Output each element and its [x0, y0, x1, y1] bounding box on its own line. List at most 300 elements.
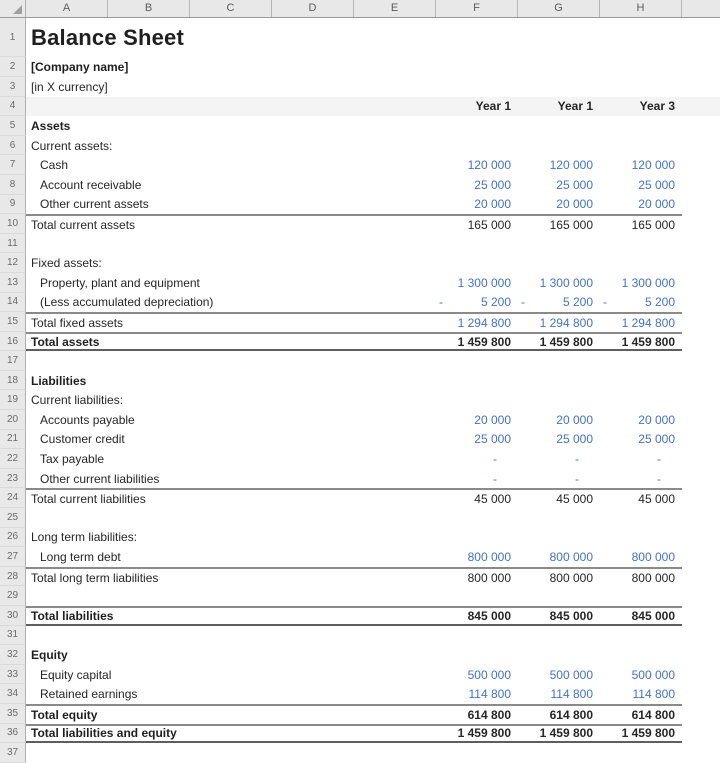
cell-value-g15[interactable]: 1 294 800	[539, 315, 593, 330]
row-overflow-18	[682, 371, 720, 391]
row-overflow-27	[682, 547, 720, 567]
cell-value-h35[interactable]: 614 800	[631, 707, 675, 722]
cell-label-a8[interactable]: Account receivable	[40, 177, 142, 192]
cell-number: 5 200	[480, 295, 511, 310]
select-all-corner[interactable]	[0, 0, 26, 17]
cell-label-a22[interactable]: Tax payable	[40, 452, 105, 467]
row-header-21[interactable]: 21	[0, 430, 26, 450]
cell-value-f27[interactable]: 800 000	[467, 550, 511, 565]
row-overflow-20	[682, 410, 720, 430]
cell-label-a28[interactable]: Total long term liabilities	[31, 570, 159, 585]
cell-label-a9[interactable]: Other current assets	[40, 197, 149, 212]
sheet-row-17	[0, 351, 720, 371]
cell-label-a3[interactable]: [in X currency]	[31, 79, 108, 94]
row-body-20	[26, 410, 682, 430]
sheet-row-1	[0, 18, 720, 57]
sheet-row-19	[0, 390, 720, 410]
sheet-row-15	[0, 312, 720, 332]
row-overflow-23	[682, 469, 720, 489]
cell-label-a36[interactable]: Total liabilities and equity	[31, 726, 177, 741]
row-body-1	[26, 18, 682, 57]
row-body-9	[26, 195, 682, 215]
cell-value-f18[interactable]	[436, 371, 518, 391]
cell-value-h18[interactable]	[600, 371, 682, 391]
sheet-row-25	[0, 508, 720, 528]
sheet-row-24	[0, 488, 720, 508]
cell-value-g30[interactable]: 845 000	[549, 608, 593, 623]
cell-label-a6[interactable]: Current assets:	[31, 138, 113, 153]
row-body-22	[26, 449, 682, 469]
row-body-17	[26, 351, 682, 371]
cell-value-h6[interactable]	[600, 136, 682, 156]
cell-label-a7[interactable]: Cash	[40, 158, 69, 173]
cell-label-a34[interactable]: Retained earnings	[40, 687, 138, 702]
row-body-23	[26, 469, 682, 489]
cell-value-g4[interactable]: Year 1	[557, 99, 593, 114]
sheet-row-4	[0, 97, 720, 117]
row-body-15	[26, 312, 682, 332]
cell-value-g33[interactable]: 500 000	[549, 667, 593, 682]
row-body-25	[26, 508, 682, 528]
cell-value-f4[interactable]: Year 1	[475, 99, 511, 114]
row-overflow-11	[682, 234, 720, 254]
row-header-32[interactable]: 32	[0, 645, 26, 665]
cell-value-h32[interactable]	[600, 645, 682, 665]
sheet-row-29	[0, 586, 720, 606]
cell-value-g3[interactable]	[518, 77, 600, 97]
cell-value-h10[interactable]: 165 000	[631, 217, 675, 232]
cell-label-a15[interactable]: Total fixed assets	[31, 315, 124, 330]
cell-value-f15[interactable]: 1 294 800	[457, 315, 511, 330]
cell-value-h12[interactable]	[600, 253, 682, 273]
cell-value-f9[interactable]: 20 000	[474, 197, 511, 212]
cell-value-h8[interactable]: 25 000	[638, 177, 675, 192]
cell-value-f23[interactable]: -	[493, 471, 497, 486]
select-all-triangle-icon	[13, 5, 22, 14]
cell-label-a12[interactable]: Fixed assets:	[31, 256, 102, 271]
row-header-9[interactable]: 9	[0, 195, 26, 215]
sheet-row-27	[0, 547, 720, 567]
row-header-24[interactable]: 24	[0, 488, 26, 508]
sheet-row-16	[0, 332, 720, 352]
cell-label-a32[interactable]: Equity	[31, 648, 68, 662]
row-body-31	[26, 626, 682, 646]
cell-number: 5 200	[562, 295, 593, 310]
row-overflow-30	[682, 606, 720, 626]
cell-value-g5[interactable]	[518, 116, 600, 136]
cell-value-g21[interactable]: 25 000	[556, 432, 593, 447]
row-overflow-29	[682, 586, 720, 606]
row-body-33	[26, 665, 682, 685]
column-header-b[interactable]: B	[108, 0, 190, 17]
row-header-18[interactable]: 18	[0, 371, 26, 391]
row-header-15[interactable]: 15	[0, 312, 26, 332]
row-body-6	[26, 136, 682, 156]
cell-label-a24[interactable]: Total current liabilities	[31, 492, 146, 507]
row-header-13[interactable]: 13	[0, 273, 26, 293]
cell-value-f2[interactable]	[436, 57, 518, 77]
cell-value-g34[interactable]: 114 800	[550, 687, 593, 702]
row-body-35	[26, 704, 682, 724]
row-header-31[interactable]: 31	[0, 626, 26, 646]
row-header-27[interactable]: 27	[0, 547, 26, 567]
row-header-22[interactable]: 22	[0, 449, 26, 469]
row-header-8[interactable]: 8	[0, 175, 26, 195]
row-header-2[interactable]: 2	[0, 57, 26, 77]
row-overflow-5	[682, 116, 720, 136]
row-body-14	[26, 293, 682, 313]
column-header-g[interactable]: G	[518, 0, 600, 17]
cell-label-a37[interactable]	[26, 743, 436, 763]
row-overflow-24	[682, 488, 720, 508]
cell-value-h21[interactable]: 25 000	[638, 432, 675, 447]
cell-value-f6[interactable]	[436, 136, 518, 156]
cell-value-f34[interactable]: 114 800	[468, 687, 511, 702]
cell-label-a19[interactable]: Current liabilities:	[31, 393, 124, 408]
sheet-row-31	[0, 626, 720, 646]
cell-value-g36[interactable]: 1 459 800	[539, 726, 593, 741]
column-header-c[interactable]: C	[190, 0, 272, 17]
row-overflow-35	[682, 704, 720, 724]
cell-value-f3[interactable]	[436, 77, 518, 97]
row-header-26[interactable]: 26	[0, 528, 26, 548]
cell-value-f37[interactable]	[436, 743, 518, 763]
row-overflow-12	[682, 253, 720, 273]
cell-value-g25[interactable]	[518, 508, 600, 528]
row-overflow-19	[682, 390, 720, 410]
cell-label-a16[interactable]: Total assets	[31, 334, 100, 349]
row-header-35[interactable]: 35	[0, 704, 26, 724]
row-body-4	[26, 97, 682, 117]
cell-value-h5[interactable]	[600, 116, 682, 136]
row-overflow-26	[682, 528, 720, 548]
row-body-34	[26, 684, 682, 704]
cell-value-g18[interactable]	[518, 371, 600, 391]
cell-value-f7[interactable]: 120 000	[467, 158, 511, 173]
cell-value-f24[interactable]: 45 000	[474, 492, 511, 507]
cell-value-h22[interactable]: -	[657, 452, 661, 467]
row-header-20[interactable]: 20	[0, 410, 26, 430]
sheet-row-14	[0, 293, 720, 313]
cell-value-g27[interactable]: 800 000	[549, 550, 593, 565]
cell-label-a26[interactable]: Long term liabilities:	[31, 530, 138, 545]
cell-value-h13[interactable]: 1 300 000	[621, 275, 675, 290]
row-body-3	[26, 77, 682, 97]
cell-value-g14[interactable]	[518, 293, 600, 313]
sheet-rows	[0, 18, 720, 763]
sheet-row-36	[0, 724, 720, 744]
cell-value-h3[interactable]	[600, 77, 682, 97]
row-overflow-14	[682, 293, 720, 313]
row-header-25[interactable]: 25	[0, 508, 26, 528]
column-header-f[interactable]: F	[436, 0, 518, 17]
row-overflow-16	[682, 332, 720, 352]
cell-value-h14[interactable]	[600, 293, 682, 313]
sheet-row-9	[0, 195, 720, 215]
row-overflow-17	[682, 351, 720, 371]
cell-label-a29[interactable]	[26, 586, 436, 606]
row-header-1[interactable]: 1	[0, 18, 26, 57]
cell-value-g12[interactable]	[518, 253, 600, 273]
cell-value-f35[interactable]: 614 800	[467, 707, 511, 722]
row-overflow-37	[682, 743, 720, 763]
cell-value-f16[interactable]: 1 459 800	[457, 334, 511, 349]
cell-value-h7[interactable]: 120 000	[631, 158, 675, 173]
sheet-row-22	[0, 449, 720, 469]
cell-value-f12[interactable]	[436, 253, 518, 273]
row-body-19	[26, 390, 682, 410]
sheet-row-3	[0, 77, 720, 97]
row-body-12	[26, 253, 682, 273]
row-header-34[interactable]: 34	[0, 684, 26, 704]
cell-value-h24[interactable]: 45 000	[638, 492, 675, 507]
row-header-17[interactable]: 17	[0, 351, 26, 371]
cell-label-a2[interactable]: [Company name]	[31, 60, 129, 75]
cell-value-h36[interactable]: 1 459 800	[621, 726, 675, 741]
cell-value-f14[interactable]	[436, 293, 518, 313]
row-overflow-9	[682, 195, 720, 215]
cell-value-f33[interactable]: 500 000	[467, 667, 511, 682]
sheet-row-10	[0, 214, 720, 234]
cell-value-g26[interactable]	[518, 528, 600, 548]
cell-value-h1[interactable]	[600, 18, 682, 57]
cell-value-h17[interactable]	[600, 351, 682, 371]
row-header-36[interactable]: 36	[0, 724, 26, 744]
row-overflow-4	[682, 97, 720, 117]
negative-sign: -	[603, 295, 607, 310]
cell-value-f11[interactable]	[436, 234, 518, 254]
row-overflow-3	[682, 77, 720, 97]
cell-value-f13[interactable]: 1 300 000	[457, 275, 511, 290]
row-header-33[interactable]: 33	[0, 665, 26, 685]
cell-label-a13[interactable]: Property, plant and equipment	[40, 275, 200, 290]
cell-value-g22[interactable]: -	[575, 452, 579, 467]
cell-label-a33[interactable]: Equity capital	[40, 667, 112, 682]
cell-number: 5 200	[644, 295, 675, 310]
cell-value-h34[interactable]: 114 800	[632, 687, 675, 702]
cell-value-f30[interactable]: 845 000	[467, 608, 511, 623]
row-body-27	[26, 547, 682, 567]
cell-value-g35[interactable]: 614 800	[549, 707, 593, 722]
row-overflow-36	[682, 724, 720, 744]
row-overflow-6	[682, 136, 720, 156]
cell-label-a20[interactable]: Accounts payable	[40, 412, 135, 427]
cell-value-f31[interactable]	[436, 626, 518, 646]
sheet-row-21	[0, 430, 720, 450]
negative-sign: -	[521, 295, 525, 310]
row-header-19[interactable]: 19	[0, 390, 26, 410]
row-overflow-28	[682, 567, 720, 587]
cell-label-a14[interactable]: (Less accumulated depreciation)	[40, 295, 214, 310]
row-overflow-10	[682, 214, 720, 234]
sheet-row-28	[0, 567, 720, 587]
page-title[interactable]: Balance Sheet	[31, 24, 185, 50]
row-body-11	[26, 234, 682, 254]
row-header-16[interactable]: 16	[0, 332, 26, 352]
cell-value-f17[interactable]	[436, 351, 518, 371]
cell-value-f28[interactable]: 800 000	[467, 570, 511, 585]
sheet-row-18	[0, 371, 720, 391]
cell-value-g11[interactable]	[518, 234, 600, 254]
row-body-24	[26, 488, 682, 508]
row-header-3[interactable]: 3	[0, 77, 26, 97]
cell-value-h30[interactable]: 845 000	[631, 608, 675, 623]
cell-value-f10[interactable]: 165 000	[467, 217, 511, 232]
row-header-28[interactable]: 28	[0, 567, 26, 587]
cell-value-h37[interactable]	[600, 743, 682, 763]
cell-label-a17[interactable]	[26, 351, 436, 371]
sheet-row-23	[0, 469, 720, 489]
cell-label-a27[interactable]: Long term debt	[40, 550, 121, 565]
row-body-10	[26, 214, 682, 234]
column-header-h[interactable]: H	[600, 0, 682, 17]
row-header-29[interactable]: 29	[0, 586, 26, 606]
cell-value-g2[interactable]	[518, 57, 600, 77]
row-body-16	[26, 332, 682, 352]
column-header-a[interactable]: A	[26, 0, 108, 17]
cell-value-g10[interactable]: 165 000	[549, 217, 593, 232]
column-header-overflow	[682, 0, 720, 17]
cell-value-f1[interactable]	[436, 18, 518, 57]
row-body-7	[26, 155, 682, 175]
row-overflow-2	[682, 57, 720, 77]
cell-value-h20[interactable]: 20 000	[638, 412, 675, 427]
cell-value-g16[interactable]: 1 459 800	[539, 334, 593, 349]
cell-value-g32[interactable]	[518, 645, 600, 665]
cell-value-f8[interactable]: 25 000	[474, 177, 511, 192]
sheet-row-2	[0, 57, 720, 77]
sheet-row-5	[0, 116, 720, 136]
cell-value-h26[interactable]	[600, 528, 682, 548]
sheet-row-8	[0, 175, 720, 195]
cell-value-g13[interactable]: 1 300 000	[539, 275, 593, 290]
row-header-12[interactable]: 12	[0, 253, 26, 273]
cell-value-h33[interactable]: 500 000	[631, 667, 675, 682]
cell-value-h19[interactable]	[600, 390, 682, 410]
cell-label-a10[interactable]: Total current assets	[31, 217, 136, 232]
row-overflow-15	[682, 312, 720, 332]
cell-label-a25[interactable]	[26, 508, 436, 528]
row-header-6[interactable]: 6	[0, 136, 26, 156]
cell-value-g19[interactable]	[518, 390, 600, 410]
row-body-26	[26, 528, 682, 548]
row-header-11[interactable]: 11	[0, 234, 26, 254]
row-header-10[interactable]: 10	[0, 214, 26, 234]
row-overflow-22	[682, 449, 720, 469]
row-body-36	[26, 724, 682, 744]
row-body-29	[26, 586, 682, 606]
cell-value-h25[interactable]	[600, 508, 682, 528]
cell-value-g23[interactable]: -	[575, 471, 579, 486]
cell-value-f25[interactable]	[436, 508, 518, 528]
sheet-row-37	[0, 743, 720, 763]
cell-value-g20[interactable]: 20 000	[556, 412, 593, 427]
cell-value-h29[interactable]	[600, 586, 682, 606]
column-header-e[interactable]: E	[354, 0, 436, 17]
cell-value-f19[interactable]	[436, 390, 518, 410]
row-header-7[interactable]: 7	[0, 155, 26, 175]
cell-value-h9[interactable]: 20 000	[638, 197, 675, 212]
cell-value-g7[interactable]: 120 000	[549, 158, 593, 173]
sheet-row-30	[0, 606, 720, 626]
sheet-row-11	[0, 234, 720, 254]
negative-sign: -	[439, 295, 443, 310]
row-header-14[interactable]: 14	[0, 293, 26, 313]
cell-value-g6[interactable]	[518, 136, 600, 156]
cell-value-h28[interactable]: 800 000	[631, 570, 675, 585]
cell-value-g1[interactable]	[518, 18, 600, 57]
cell-label-a5[interactable]: Assets	[31, 118, 71, 133]
cell-label-a18[interactable]: Liabilities	[31, 373, 87, 388]
cell-value-f32[interactable]	[436, 645, 518, 665]
row-overflow-34	[682, 684, 720, 704]
row-overflow-7	[682, 155, 720, 175]
cell-label-a31[interactable]	[26, 626, 436, 646]
row-body-18	[26, 371, 682, 391]
cell-value-f5[interactable]	[436, 116, 518, 136]
cell-label-a23[interactable]: Other current liabilities	[40, 471, 160, 486]
cell-value-g17[interactable]	[518, 351, 600, 371]
cell-value-h31[interactable]	[600, 626, 682, 646]
column-header-strip	[0, 0, 720, 18]
cell-value-g9[interactable]: 20 000	[556, 197, 593, 212]
row-overflow-13	[682, 273, 720, 293]
row-body-30	[26, 606, 682, 626]
cell-value-g29[interactable]	[518, 586, 600, 606]
cell-value-h27[interactable]: 800 000	[631, 550, 675, 565]
cell-value-g28[interactable]: 800 000	[549, 570, 593, 585]
cell-value-g8[interactable]: 25 000	[556, 177, 593, 192]
cell-label-a35[interactable]: Total equity	[31, 707, 98, 722]
row-body-5	[26, 116, 682, 136]
row-overflow-31	[682, 626, 720, 646]
cell-label-a11[interactable]	[26, 234, 436, 254]
row-body-32	[26, 645, 682, 665]
row-overflow-1	[682, 18, 720, 57]
row-body-13	[26, 273, 682, 293]
cell-value-h15[interactable]: 1 294 800	[621, 315, 675, 330]
sheet-row-7	[0, 155, 720, 175]
cell-value-g24[interactable]: 45 000	[556, 492, 593, 507]
cell-value-h16[interactable]: 1 459 800	[621, 334, 675, 349]
cell-label-a21[interactable]: Customer credit	[40, 432, 125, 447]
cell-value-h4[interactable]: Year 3	[639, 99, 675, 114]
cell-value-f29[interactable]	[436, 586, 518, 606]
cell-label-a30[interactable]: Total liabilities	[31, 608, 114, 623]
cell-value-g31[interactable]	[518, 626, 600, 646]
row-header-30[interactable]: 30	[0, 606, 26, 626]
sheet-row-12	[0, 253, 720, 273]
cell-value-f21[interactable]: 25 000	[474, 432, 511, 447]
cell-value-h23[interactable]: -	[657, 471, 661, 486]
cell-value-f22[interactable]: -	[493, 452, 497, 467]
cell-value-f26[interactable]	[436, 528, 518, 548]
cell-label-a4[interactable]	[26, 97, 436, 117]
cell-value-f36[interactable]: 1 459 800	[457, 726, 511, 741]
cell-value-h2[interactable]	[600, 57, 682, 77]
row-header-5[interactable]: 5	[0, 116, 26, 136]
column-header-d[interactable]: D	[272, 0, 354, 17]
row-header-4[interactable]: 4	[0, 97, 26, 117]
cell-value-h11[interactable]	[600, 234, 682, 254]
cell-value-f20[interactable]: 20 000	[474, 412, 511, 427]
sheet-row-33	[0, 665, 720, 685]
sheet-row-26	[0, 528, 720, 548]
row-body-8	[26, 175, 682, 195]
cell-value-g37[interactable]	[518, 743, 600, 763]
row-header-37[interactable]: 37	[0, 743, 26, 763]
row-header-23[interactable]: 23	[0, 469, 26, 489]
